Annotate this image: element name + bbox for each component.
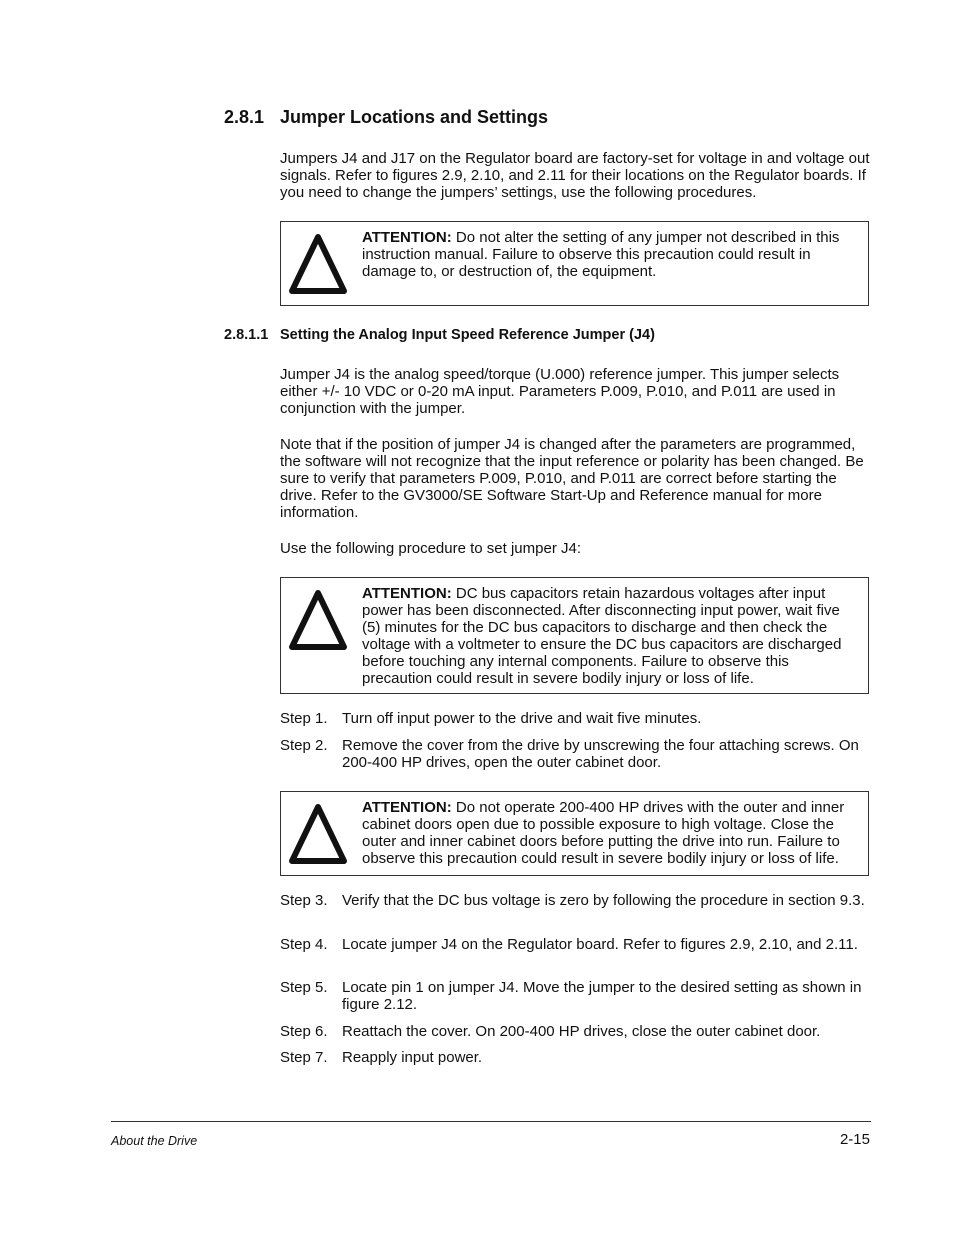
section-title: Jumper Locations and Settings	[280, 107, 549, 127]
intro-paragraph: Jumpers J4 and J17 on the Regulator board are factory-set for voltage in and voltage out signals. Refer to figures 2.9, 2.10, and 2.11 for their locations on the Regulator boards. If you need to change the jumpers’ settings, use the following procedures.	[280, 150, 870, 201]
step-2	[280, 737, 872, 771]
attention-box-3	[280, 791, 869, 876]
step-label: Step 7.	[280, 1049, 328, 1066]
step-label: Step 5.	[280, 979, 328, 996]
step-label: Step 1.	[280, 710, 328, 727]
step-4	[280, 936, 872, 953]
paragraph-3: Use the following procedure to set jumper J4:	[280, 540, 581, 557]
warning-triangle-icon	[287, 802, 349, 866]
step-5	[280, 979, 872, 1013]
step-text: Locate jumper J4 on the Regulator board. Refer to figures 2.9, 2.10, and 2.11.	[342, 936, 858, 953]
attention-text: DC bus capacitors retain hazardous voltages after input power has been disconnected. After disconnecting input power, wait five (5) minutes for the DC bus capacitors to discharge and then check the voltage with a voltmeter to ensure the DC bus capacitors are discharged before touching any internal components. Failure to observe this precaution could result in severe bodily injury or loss of life.	[362, 585, 842, 687]
step-7	[280, 1049, 872, 1066]
step-3	[280, 892, 872, 909]
warning-triangle-icon	[287, 588, 349, 652]
subsection-number: 2.8.1.1	[224, 327, 269, 343]
footer-divider	[111, 1121, 871, 1122]
step-label: Step 4.	[280, 936, 328, 953]
step-label: Step 6.	[280, 1023, 328, 1040]
step-label: Step 2.	[280, 737, 328, 754]
page-number: 2-15	[839, 1131, 870, 1148]
attention-text: Do not alter the setting of any jumper not described in this instruction manual. Failure to observe this precaution could result in damage to, or destruction of, the equipment.	[362, 229, 840, 280]
step-text: Verify that the DC bus voltage is zero by following the procedure in section 9.3.	[342, 892, 865, 909]
subsection-title: Setting the Analog Input Speed Reference Jumper (J4)	[280, 327, 655, 343]
paragraph-2: Note that if the position of jumper J4 is changed after the parameters are programmed, the software will not recognize that the input reference or polarity has been changed. Be sure to verify that parameters P.009, P.010, and P.011 are correct before starting the drive. Refer to the GV3000/SE Software Start-Up and Reference manual for more information.	[280, 436, 864, 521]
attention-text: Do not operate 200-400 HP drives with the outer and inner cabinet doors open due to possible exposure to high voltage. Close the outer and inner cabinet doors before putting the drive into run. Failure to observe this precaution could result in severe bodily injury or loss of life.	[362, 799, 845, 867]
step-text: Remove the cover from the drive by unscrewing the four attaching screws. On 200-400 HP drives, open the outer cabinet door.	[342, 737, 859, 771]
subsection-heading	[224, 327, 655, 343]
paragraph-1: Jumper J4 is the analog speed/torque (U.000) reference jumper. This jumper selects either +/- 10 VDC or 0-20 mA input. Parameters P.009, P.010, and P.011 are used in conjunction with the jumper.	[280, 366, 840, 417]
warning-triangle-icon	[287, 232, 349, 296]
attention-box-2	[280, 577, 869, 694]
step-text: Locate pin 1 on jumper J4. Move the jumper to the desired setting as shown in figure 2.12.	[342, 979, 862, 1013]
step-6	[280, 1023, 872, 1040]
attention-label: ATTENTION:	[362, 585, 452, 602]
step-1	[280, 710, 872, 727]
attention-label: ATTENTION:	[362, 799, 452, 816]
step-text: Reapply input power.	[342, 1049, 483, 1066]
step-text: Turn off input power to the drive and wait five minutes.	[342, 710, 702, 727]
attention-label: ATTENTION:	[362, 229, 452, 246]
attention-box-1	[280, 221, 869, 306]
step-text: Reattach the cover. On 200-400 HP drives, close the outer cabinet door.	[342, 1023, 821, 1040]
section-number: 2.8.1	[224, 107, 265, 127]
footer-chapter-title: About the Drive	[111, 1134, 198, 1148]
section-heading	[224, 107, 548, 128]
step-label: Step 3.	[280, 892, 328, 909]
